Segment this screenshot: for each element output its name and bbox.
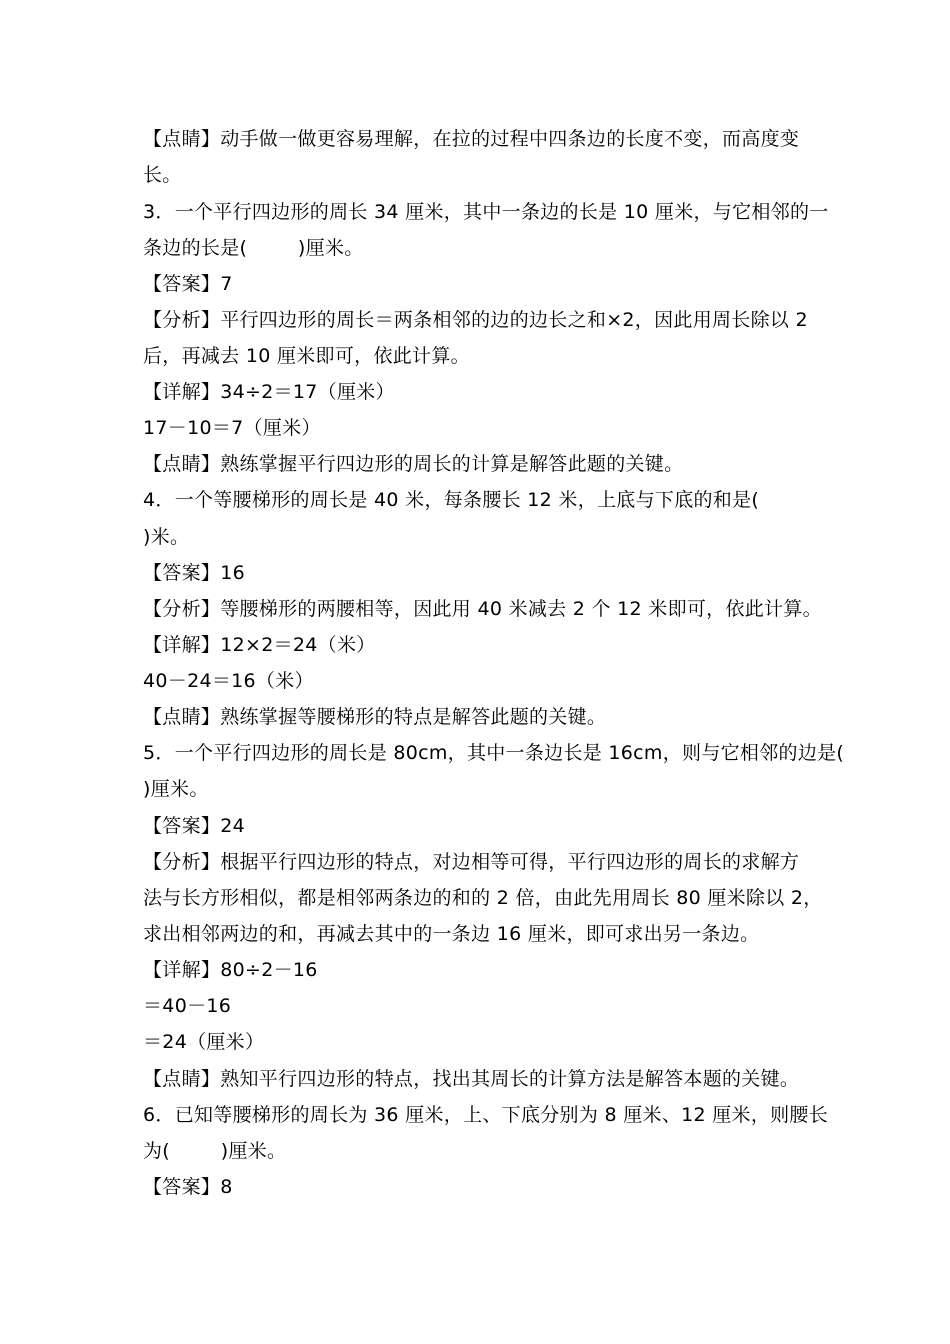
text-line: ＝40－16: [143, 995, 232, 1017]
answer-line: 【答案】7: [143, 273, 233, 295]
text-line: 为( )厘米。: [143, 1140, 287, 1162]
text-line: 【分析】平行四边形的周长＝两条相邻的边的边长之和×2，因此用周长除以 2: [143, 309, 808, 331]
text-line: )厘米。: [143, 778, 209, 800]
text-line: ＝24（厘米）: [143, 1031, 265, 1053]
text-line: 【详解】34÷2＝17（厘米）: [143, 381, 395, 403]
answer-line: 【答案】24: [143, 815, 245, 837]
text-line: 【分析】根据平行四边形的特点，对边相等可得，平行四边形的周长的求解方: [143, 851, 800, 873]
text-line: 【点睛】动手做一做更容易理解，在拉的过程中四条边的长度不变，而高度变: [143, 128, 800, 150]
text-line: 3．一个平行四边形的周长 34 厘米，其中一条边的长是 10 厘米，与它相邻的一: [143, 201, 829, 223]
text-line: 17－10＝7（厘米）: [143, 417, 321, 439]
text-line: 6．已知等腰梯形的周长为 36 厘米，上、下底分别为 8 厘米、12 厘米，则腰长: [143, 1104, 829, 1126]
text-line: 5．一个平行四边形的周长是 80cm，其中一条边长是 16cm，则与它相邻的边是(: [143, 742, 845, 764]
text-line: )米。: [143, 526, 190, 548]
text-line: 【详解】12×2＝24（米）: [143, 634, 376, 656]
text-line: 长。: [143, 164, 182, 186]
text-line: 后，再减去 10 厘米即可，依此计算。: [143, 345, 470, 367]
answer-line: 【答案】16: [143, 562, 245, 584]
text-line: 【点睛】熟练掌握等腰梯形的特点是解答此题的关键。: [143, 706, 607, 728]
answer-line: 【答案】8: [143, 1176, 233, 1198]
text-line: 40－24＝16（米）: [143, 670, 314, 692]
text-line: 【点睛】熟知平行四边形的特点，找出其周长的计算方法是解答本题的关键。: [143, 1068, 800, 1090]
text-line: 法与长方形相似，都是相邻两条边的和的 2 倍，由此先用周长 80 厘米除以 2，: [143, 887, 823, 909]
text-line: 【点睛】熟练掌握平行四边形的周长的计算是解答此题的关键。: [143, 453, 684, 475]
text-line: 【详解】80÷2－16: [143, 959, 318, 981]
text-line: 【分析】等腰梯形的两腰相等，因此用 40 米减去 2 个 12 米即可，依此计算。: [143, 598, 822, 620]
text-line: 4．一个等腰梯形的周长是 40 米，每条腰长 12 米，上底与下底的和是(: [143, 489, 760, 511]
text-line: 条边的长是( )厘米。: [143, 237, 364, 259]
text-line: 求出相邻两边的和，再减去其中的一条边 16 厘米，即可求出另一条边。: [143, 923, 760, 945]
